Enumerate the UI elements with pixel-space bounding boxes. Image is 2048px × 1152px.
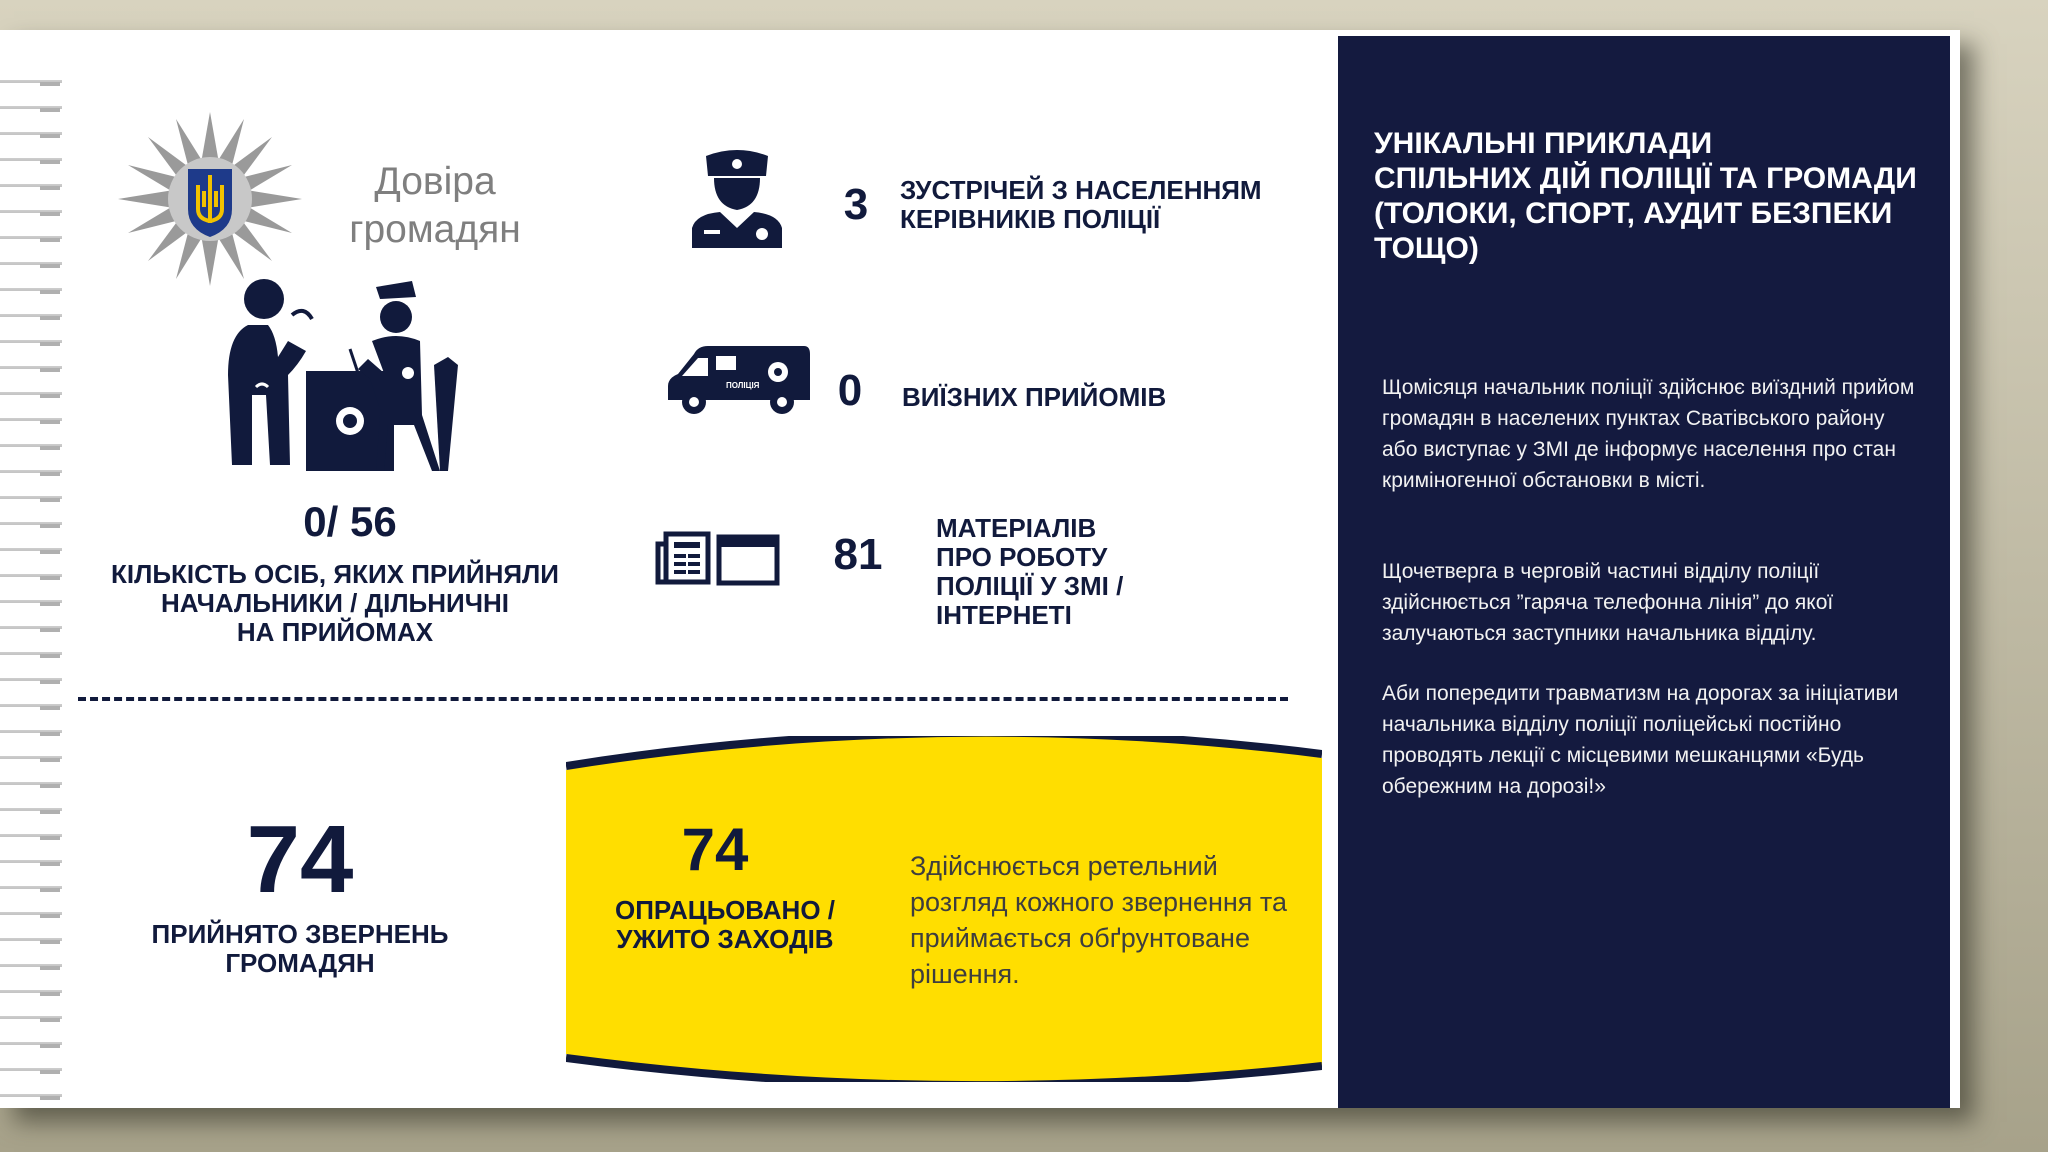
- field-value: 0: [837, 366, 863, 415]
- right-title-line3: (ТОЛОКИ, СПОРТ, АУДИТ БЕЗПЕКИ: [1374, 197, 1893, 230]
- newspaper-icon: [654, 530, 712, 586]
- media-label-line4: ІНТЕРНЕТІ: [936, 600, 1072, 630]
- police-badge-icon: [118, 112, 302, 286]
- received-label-line3: НА ПРИЙОМАХ: [236, 617, 434, 647]
- right-title-line2: СПІЛЬНИХ ДІЙ ПОЛІЦІЇ ТА ГРОМАДИ: [1374, 162, 1917, 195]
- trust-title: [340, 158, 530, 254]
- media-label-line2: ПРО РОБОТУ: [936, 542, 1108, 572]
- processing-note-line1: Здійснюється ретельний: [910, 851, 1218, 881]
- appeals-label-line1: ПРИЙНЯТО ЗВЕРНЕНЬ: [151, 919, 449, 949]
- processing-note-line4: рішення.: [910, 959, 1020, 989]
- received-label-line2: НАЧАЛЬНИКИ / ДІЛЬНИЧНІ: [161, 588, 509, 618]
- media-label-line3: ПОЛІЦІЇ У ЗМІ /: [936, 571, 1124, 601]
- media-label-line1: МАТЕРІАЛІВ: [936, 513, 1097, 543]
- right-info-panel: [1338, 36, 1950, 1108]
- received-label: [110, 560, 560, 647]
- processing-note: [910, 848, 1320, 992]
- appeals-label: [140, 920, 460, 978]
- appeals-value: 74: [246, 806, 354, 913]
- right-title-line1: УНІКАЛЬНІ ПРИКЛАДИ: [1374, 127, 1713, 160]
- van-police-text: ПОЛІЦІЯ: [726, 381, 760, 390]
- field-label: ВИЇЗНИХ ПРИЙОМІВ: [902, 382, 1167, 412]
- browser-window-icon: [716, 534, 780, 586]
- trust-title-line2: громадян: [349, 208, 521, 251]
- police-van-icon: [664, 344, 810, 416]
- right-paragraph-3: Аби попередити травматизм на дорогах за ініціативи начальника відділу поліції поліцейські постійно проводять лекції с місцевими мешканцями «Будь обережним на дорозі!»: [1382, 682, 1899, 798]
- section-divider: [78, 697, 1288, 701]
- media-label: [936, 514, 1196, 630]
- processed-label-line1: ОПРАЦЬОВАНО /: [614, 895, 835, 925]
- meetings-label: [900, 176, 1300, 234]
- meetings-value: 3: [843, 180, 869, 229]
- right-paragraph-2: Щочетверга в черговій частині відділу поліції здійснюється ”гаряча телефонна лінія” до якої залучаються заступники начальника відділу.: [1382, 560, 1834, 645]
- trust-title-line1: Довіра: [374, 160, 496, 203]
- right-panel-title: [1374, 126, 1934, 266]
- processed-value: 74: [681, 816, 749, 883]
- media-value: 81: [833, 530, 883, 579]
- received-value: 0/ 56: [303, 498, 397, 545]
- meetings-label-line1: ЗУСТРІЧЕЙ З НАСЕЛЕННЯМ: [900, 175, 1262, 205]
- received-label-line1: КІЛЬКІСТЬ ОСІБ, ЯКИХ ПРИЙНЯЛИ: [110, 559, 559, 589]
- processing-note-line2: розгляд кожного звернення та: [910, 887, 1287, 917]
- processed-label: [590, 896, 860, 954]
- meetings-label-line2: КЕРІВНИКІВ ПОЛІЦІЇ: [900, 204, 1161, 234]
- processing-note-line3: приймається обґрунтоване: [910, 923, 1250, 953]
- processed-label-line2: УЖИТО ЗАХОДІВ: [616, 924, 834, 954]
- police-officer-icon: [686, 148, 788, 248]
- right-title-line4: ТОЩО): [1374, 232, 1479, 265]
- reception-illustration-icon: [208, 275, 468, 475]
- spiral-binding: [0, 70, 62, 1108]
- right-paragraph-1: Щомісяця начальник поліції здійснює виїздний прийом громадян в населених пунктах Сватівського району або виступає у ЗМІ де інформує населення про стан криміногенної обстановки в місті.: [1382, 376, 1915, 492]
- appeals-label-line2: ГРОМАДЯН: [225, 948, 375, 978]
